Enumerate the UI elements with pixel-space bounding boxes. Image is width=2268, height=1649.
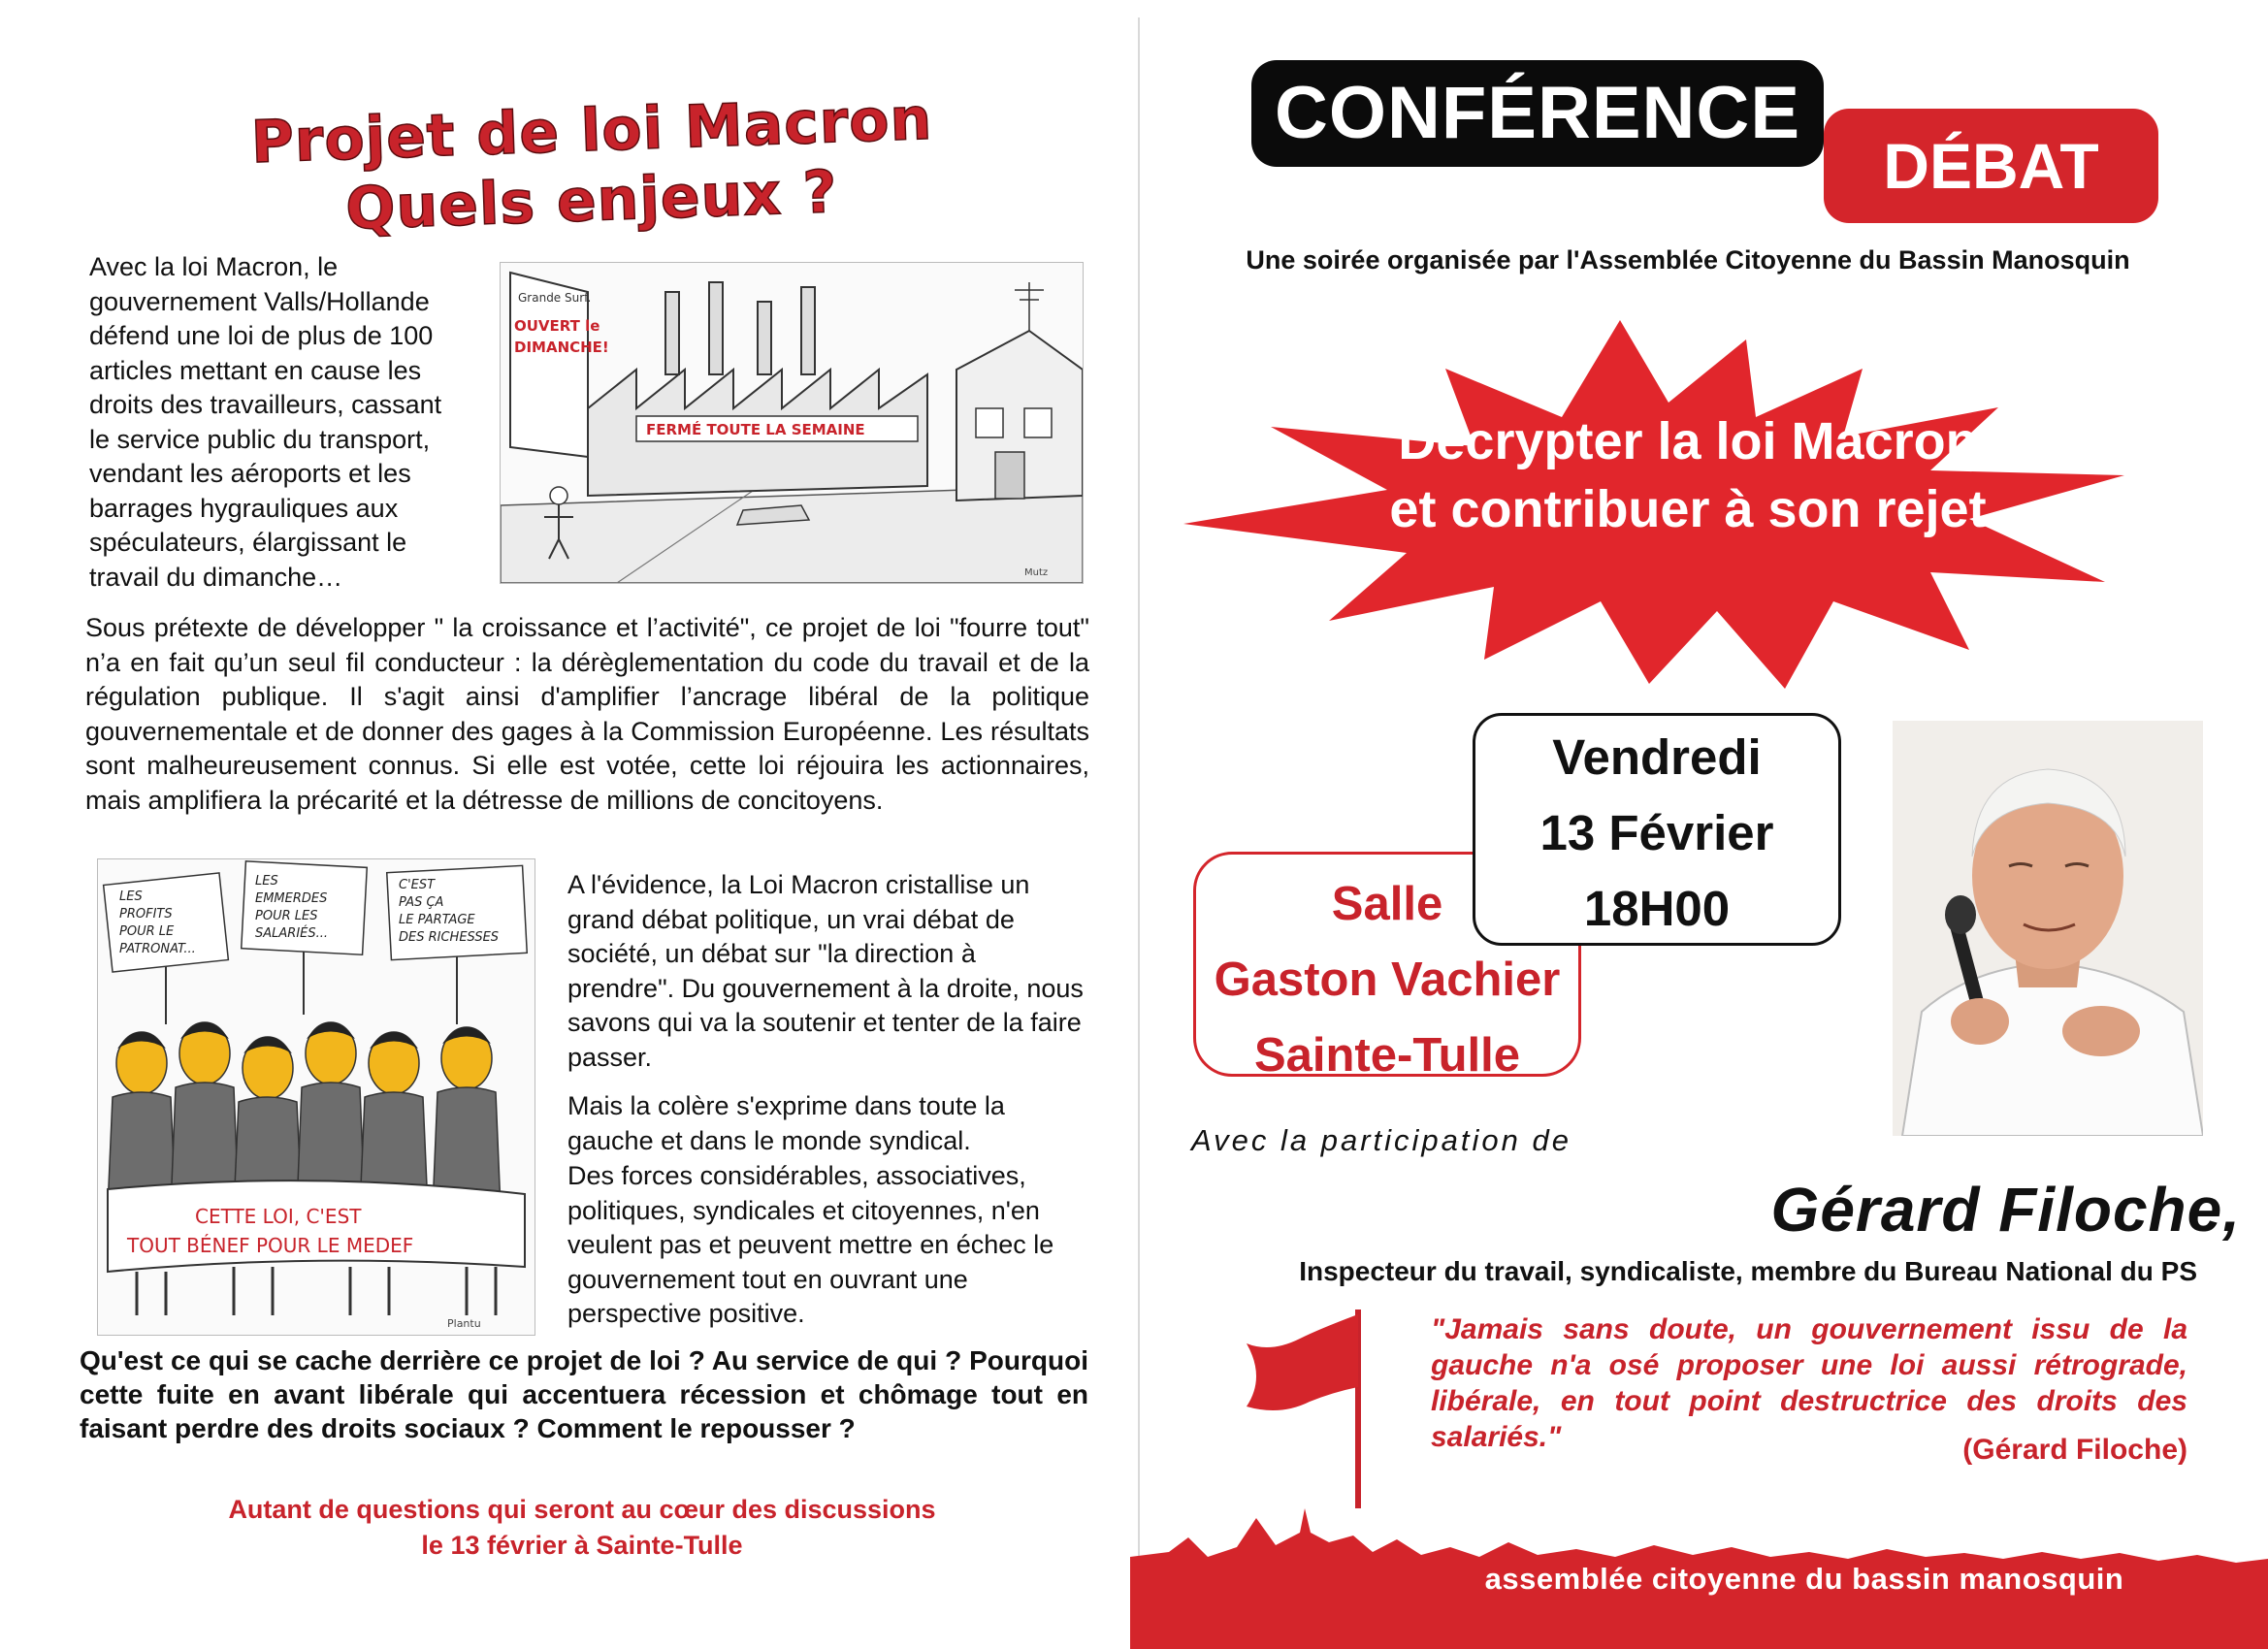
venue-line1: Salle [1331,878,1443,930]
cartoon1-signature: Mutz [1024,567,1049,578]
speaker-photo [1893,721,2203,1136]
questions-paragraph: Qu'est ce qui se cache derrière ce projet de loi ? Au service de qui ? Pourquoi cette fuite en avant libérale qui accentuera récession et chômage tout en faisant perdre des droits sociaux ? Comment le repousser ? [80,1345,1088,1443]
cartoon2-sign2-l4: SALARIÉS... [255,926,329,941]
cartoon2-sign3-l1: C'EST [399,878,436,892]
cartoon1-sign-line2: OUVERT le [514,317,600,335]
cartoon-protest-medef [97,858,535,1336]
paragraph-pretexte: Sous prétexte de développer " la croissance et l’activité", ce projet de loi "fourre tout" n’a en fait qu’un seul fil conducteur : la dérèglementation du code du travail et de la régulation publique. Il s'agit ainsi d'amplifier l’ancrage libéral de la politique gouvernementale et de donner des gages à la Commission Européenne. Les résultats sont malheureusement connus. Si elle est votée, cette loi réjouira les actionnaires, mais amplifiera la précarité et la détresse de millions de concitoyens. [85,613,1089,815]
quote-author: (Gérard Filoche) [1962,1434,2187,1466]
cartoon2-sign1-l1: LES [119,889,143,904]
paragraph-colere: Mais la colère s'exprime dans toute la gauche et dans le monde syndical. [567,1091,1005,1155]
speaker-name: Gérard Filoche, [1770,1175,2241,1245]
cartoon1-sign-line3: DIMANCHE! [514,339,609,356]
intro-paragraph: Avec la loi Macron, le gouvernement Valls/Hollande défend une loi de plus de 100 articles mettant en cause les droits des travailleurs, cassant le service public du transport, vendant les aéroports et les barrages hygrauliques aux spéculateurs, élargissant le travail du dimanche… [89,252,442,592]
headline-burst [1290,407,2086,543]
cartoon2-banner-line2: TOUT BÉNEF POUR LE MEDEF [127,1234,414,1257]
page-fold [1138,17,1140,1630]
cartoon1-banner: FERMÉ TOUTE LA SEMAINE [646,421,865,438]
cartoon2-signature: Plantu [447,1317,481,1330]
left-title-line2: Quels enjeux ? [344,158,839,243]
cartoon2-sign3-l2: PAS ÇA [399,895,444,910]
speaker-role: Inspecteur du travail, syndicaliste, membre du Bureau National du PS [1299,1256,2197,1286]
cartoon2-sign2-l2: EMMERDES [255,891,328,906]
debat-badge: DÉBAT [1824,109,2158,223]
cartoon2-sign3-l4: DES RICHESSES [399,930,500,945]
footer-label: assemblée citoyenne du bassin manosquin [1484,1562,2124,1596]
date-box [1473,713,1841,946]
cartoon2-sign1-l3: POUR LE [119,924,175,939]
cartoon1-sign-line1: Grande Surf. [518,291,592,305]
speaker-quote: "Jamais sans doute, un gouvernement issu de la gauche n'a osé proposer une loi aussi rétrograde, libérale, en tout point destructrice des droits des salariés." [1431,1313,2187,1453]
conference-badge: CONFÉRENCE [1251,60,1824,167]
headline-line2: et contribuer à son rejet [1389,480,1987,538]
cartoon2-sign1-l4: PATRONAT... [119,942,196,956]
participation-label: Avec la participation de [1191,1123,1571,1157]
factory-sketch-illustration [501,263,1083,583]
date-date: 13 Février [1539,805,1774,860]
date-day: Vendredi [1552,729,1762,785]
cartoon-factory-sunday [500,262,1084,584]
venue-line3: Sainte-Tulle [1253,1029,1521,1082]
left-title-line1: Projet de loi Macron [249,84,934,178]
organiser-line: Une soirée organisée par l'Assemblée Citoyenne du Bassin Manosquin [1246,245,2130,275]
closing-line1: Autant de questions qui seront au cœur des discussions [228,1495,936,1524]
cartoon2-sign3-l3: LE PARTAGE [399,913,475,927]
paragraph-evidence: A l'évidence, la Loi Macron cristallise un grand débat politique, un vrai débat de société, un débat sur "la direction à prendre". Du gouvernement à la droite, nous savons qui va la soutenir et tenter de la faire passer. [567,870,1084,1072]
protest-sketch-illustration [98,859,535,1335]
cartoon2-sign2-l1: LES [255,874,278,889]
red-flag-icon [1242,1300,1416,1513]
venue-line2: Gaston Vachier [1214,954,1561,1006]
date-time: 18H00 [1583,881,1731,936]
closing-line2: le 13 février à Sainte-Tulle [421,1531,743,1560]
paragraph-forces: Des forces considérables, associatives, politiques, syndicales et citoyennes, n'en veulent pas et peuvent mettre en échec le gouvernement tout en ouvrant une perspective positive. [567,1161,1054,1328]
cartoon2-banner-line1: CETTE LOI, C'EST [195,1205,362,1228]
headline-line1: Décrypter la loi Macron [1398,412,1978,470]
cartoon2-sign2-l3: POUR LES [255,909,318,923]
cartoon2-sign1-l2: PROFITS [119,907,173,922]
